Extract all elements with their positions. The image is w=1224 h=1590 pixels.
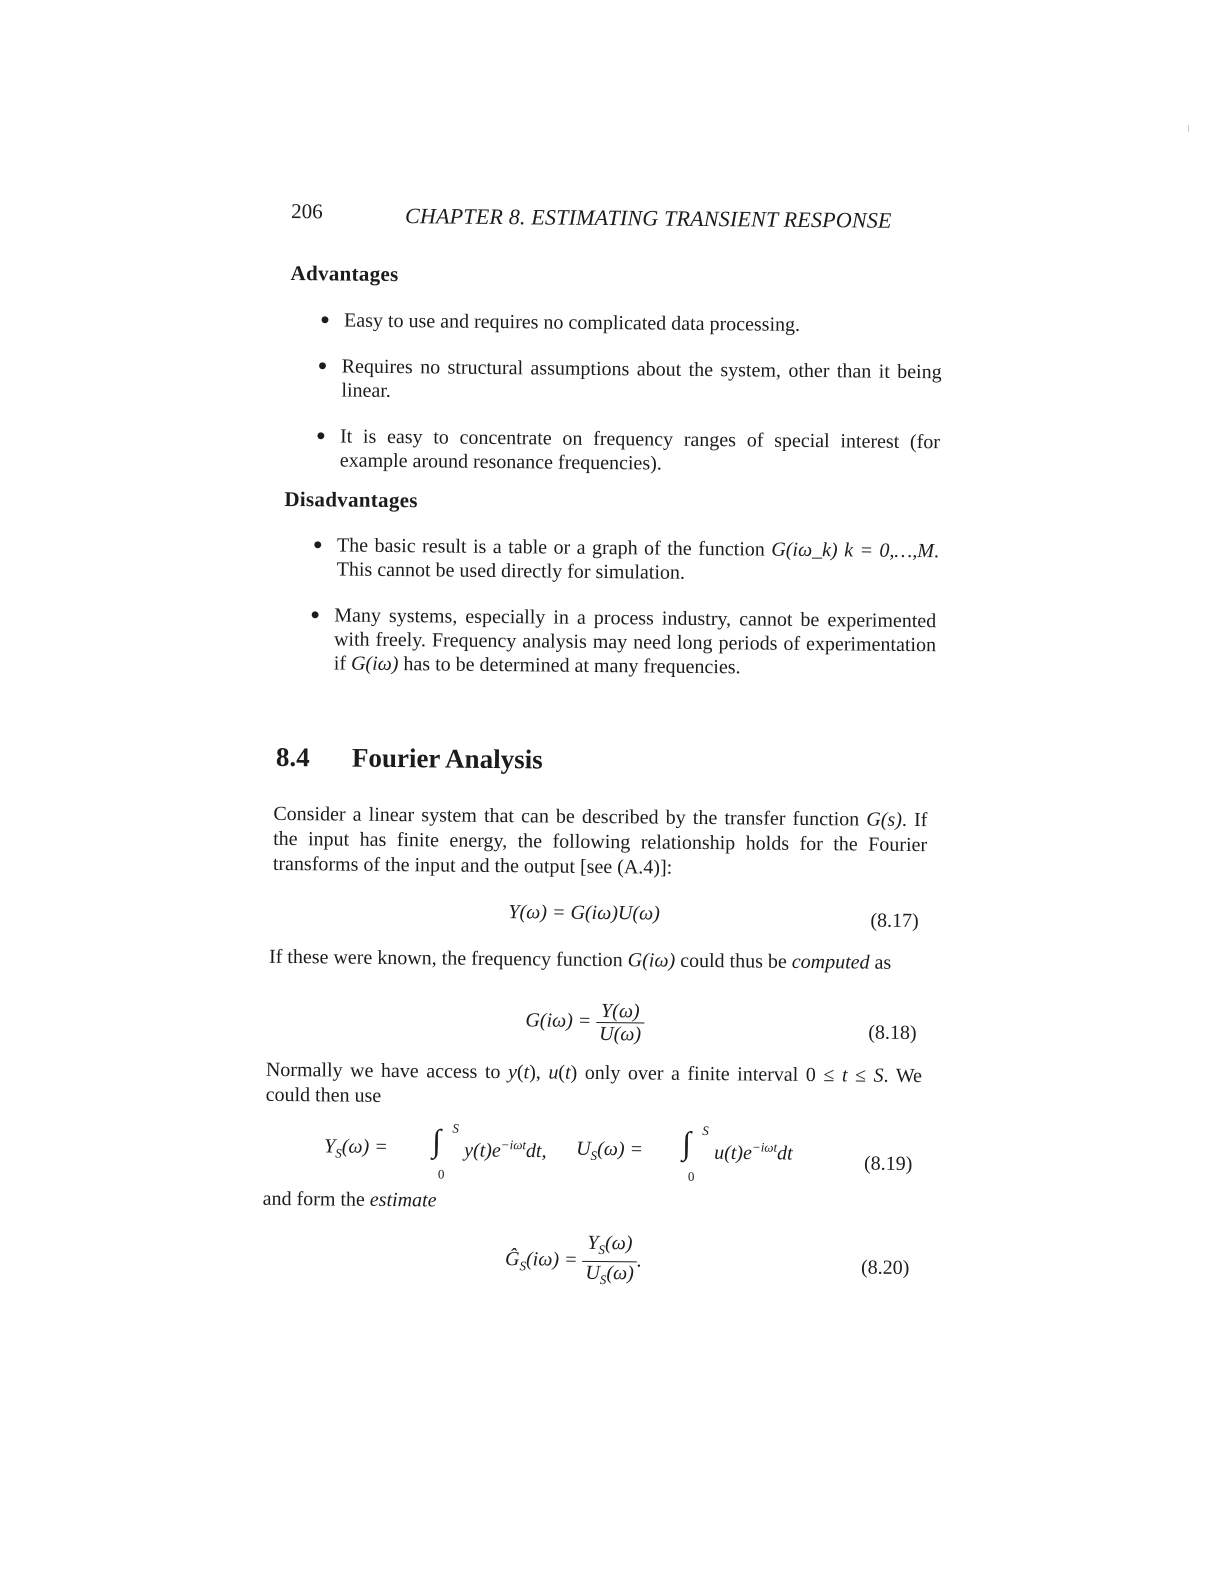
paragraph-estimate-a: and form the [262, 1187, 365, 1211]
equation-label-8-20: (8.20) [860, 1256, 910, 1279]
disadvantage-item-1-math: G(iω_k) k = 0,…,M [771, 538, 935, 563]
paragraph-intro [273, 802, 928, 883]
equation-label-8-19: (8.19) [863, 1152, 913, 1176]
paragraph-interval-a: Normally we have access to [265, 1058, 501, 1084]
paragraph-freq-a: If these were known, the frequency function [268, 945, 623, 972]
fraction: $\frac{Y_S(\omega)}{U_S(\omega)}$ [582, 1232, 637, 1292]
section-number: 8.4 [275, 741, 310, 773]
chapter-title: CHAPTER 8. ESTIMATING TRANSIENT RESPONSE [405, 203, 892, 233]
scan-artifact [1188, 125, 1189, 132]
paragraph-intro-a: Consider a linear system that can be described by the transfer function [273, 802, 860, 831]
advantage-item-2-text: Requires no structural assumptions about the system, other than it being linear. [341, 355, 942, 402]
disadvantage-item-1: ● The basic result is a table or a graph of the function G(iω_k) k = 0,…,M. This cannot be used directly for simulation. [312, 534, 940, 584]
disadvantages-heading: Disadvantages [284, 486, 418, 513]
equation-8-17: Y(ω) = G(iω)U(ω) [508, 901, 660, 925]
disadvantage-item-2-part1: Many systems, especially in a process industry, cannot be experimented with freely. Frequency analysis may need long periods of experimentation if [333, 604, 937, 675]
running-header [291, 199, 951, 233]
advantage-item-1 [320, 309, 942, 339]
equation-label-8-17: (8.17) [870, 909, 919, 933]
fraction: $\frac{Y(\omega)}{U(\omega)}$ [596, 1000, 644, 1045]
paragraph-interval-b: only over a finite interval [584, 1061, 799, 1086]
paragraph-interval-c: We could then use [265, 1064, 923, 1107]
advantage-item-1-text: Easy to use and requires no complicated data processing. [344, 309, 801, 336]
disadvantage-item-2-part2: has to be determined at many frequencies. [403, 653, 741, 679]
paragraph-freq-c: as [874, 951, 892, 974]
equation-label-8-18: (8.18) [868, 1021, 917, 1045]
disadvantage-item-2-math: G(iω) [350, 652, 399, 676]
integral-sign: ∫ [432, 1122, 442, 1159]
paragraph-estimate [263, 1187, 663, 1216]
frequency-function-symbol: G(iω) [627, 949, 676, 972]
paragraph-finite-interval: Normally we have access to y(t), u(t) only over a finite interval 0 ≤ t ≤ S. We could then use [265, 1058, 923, 1107]
advantage-item-2 [317, 355, 942, 409]
integral-sign: ∫ [682, 1124, 692, 1161]
equation-8-20: $Ĝ_S(i\omega)$ = $\frac{Y_S(\omega)}{U_S(\omega)}$ . [505, 1231, 642, 1291]
advantage-item-3 [315, 424, 941, 478]
disadvantage-item-1-suffix: This cannot be used directly for simulation. [336, 558, 686, 584]
paragraph-frequency-function [269, 945, 925, 976]
bullet-icon: ● [310, 606, 321, 624]
section-title: Fourier Analysis [351, 742, 543, 775]
paragraph-intro-b: . If the input has finite energy, the following relationship holds for the Fourier transforms of the input and the output [see (A.4)]: [272, 808, 928, 879]
disadvantage-item-1-prefix: The basic result is a table or a graph of the function [336, 534, 765, 561]
advantages-heading: Advantages [290, 261, 399, 287]
bullet-icon: ● [315, 427, 326, 445]
bullet-icon: ● [312, 536, 323, 554]
equation-8-19: $Y_S(\omega)$ = ∫ S 0 $y(t)e^{-i\omega t}dt$, $U_S(\omega)$ = ∫ S 0 $u(t)e^{-i\omega t}dt$ [324, 1120, 793, 1184]
advantage-item-3-text: It is easy to concentrate on frequency ranges of special interest (for example around resonance frequencies). [339, 425, 941, 475]
bullet-icon: ● [320, 311, 330, 329]
paragraph-freq-b: could thus be [680, 949, 787, 973]
disadvantage-item-2 [310, 603, 937, 681]
section-heading [276, 742, 676, 782]
bullet-icon: ● [317, 357, 328, 375]
page-number: 206 [291, 199, 323, 224]
emphasis-computed: computed [791, 950, 870, 974]
emphasis-estimate: estimate [369, 1188, 437, 1212]
transfer-function-symbol: G(s) [866, 808, 903, 831]
equation-8-18: G(iω) = $\frac{Y(\omega)}{U(\omega)}$ [525, 999, 644, 1045]
